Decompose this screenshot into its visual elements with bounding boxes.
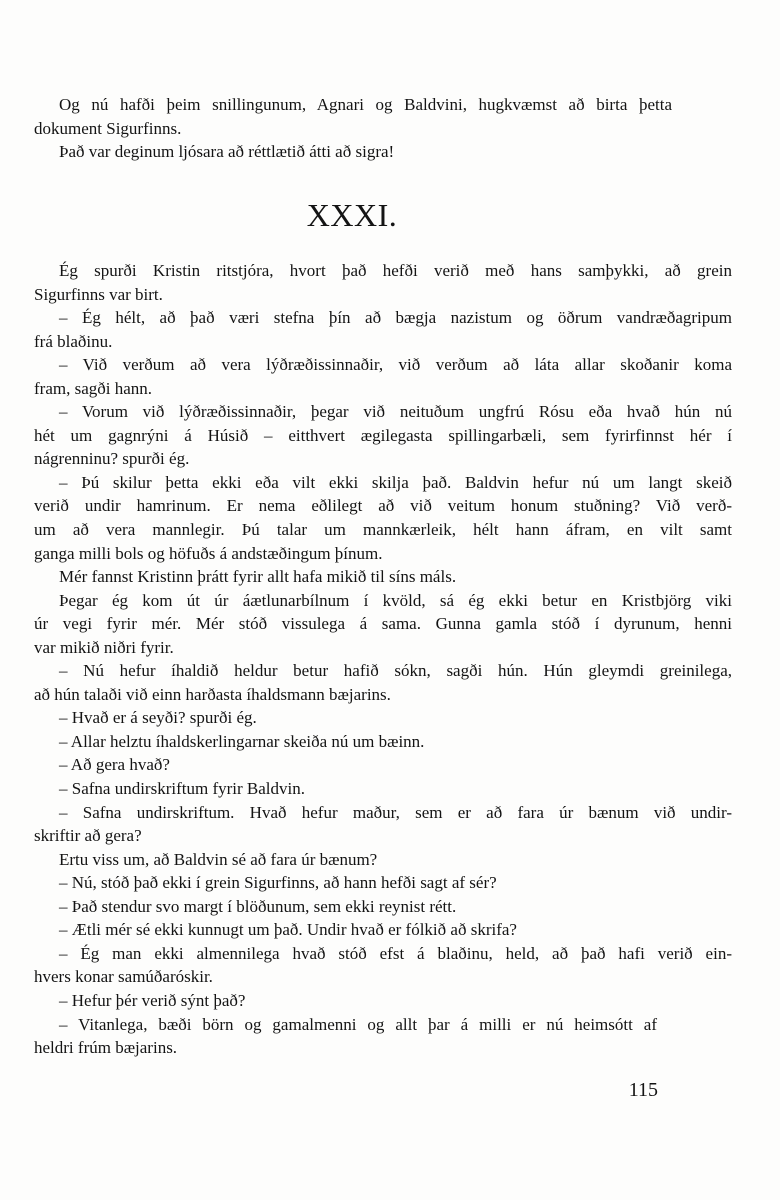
text-line: var mikið niðri fyrir. <box>34 637 174 657</box>
text-line: – Það stendur svo margt í blöðunum, sem ekki reynist rétt. <box>59 896 457 916</box>
text-line: Ég spurði Kristin ritstjóra, hvort það hefði verið með hans samþykki, að grein <box>59 261 732 280</box>
page-number: 115 <box>628 1079 658 1101</box>
text-line: – Að gera hvað? <box>59 755 170 775</box>
text-line: – Hefur þér verið sýnt það? <box>59 990 246 1010</box>
text-line: – Ég man ekki almennilega hvað stóð efst á blaðinu, held, að það hafi verið ein- <box>59 943 732 963</box>
paragraph <box>34 895 732 919</box>
paragraph <box>34 471 732 565</box>
text-line: Mér fannst Kristinn þrátt fyrir allt hafa mikið til síns máls. <box>59 567 457 587</box>
text-line: að hún talaði við einn harðasta íhaldsmann bæjarins. <box>34 684 391 704</box>
paragraph <box>34 801 732 848</box>
text-line: – Vitanlega, bæði börn og gamalmenni og allt þar á milli er nú heimsótt af <box>59 1014 657 1034</box>
text-line: fram, sagði hann. <box>34 378 153 398</box>
text-line: hét um gagnrýni á Húsið – eitthvert ægilegasta spillingarbæli, sem fyrirfinnst hér í <box>34 425 732 445</box>
paragraph <box>34 589 732 660</box>
paragraph <box>34 565 732 589</box>
text-line: Sigurfinns var birt. <box>34 284 163 304</box>
text-line: – Ætli mér sé ekki kunnugt um það. Undir hvað er fólkið að skrifa? <box>59 920 517 940</box>
paragraph <box>34 918 732 942</box>
text-line: frá blaðinu. <box>34 331 113 351</box>
paragraph <box>34 306 732 353</box>
text-line: – Safna undirskriftum. Hvað hefur maður, sem er að fara úr bænum við undir- <box>59 802 732 822</box>
paragraph <box>34 942 732 989</box>
text-line: skriftir að gera? <box>34 826 142 846</box>
text-line: – Vorum við lýðræðissinnaðir, þegar við neituðum ungfrú Rósu eða hvað hún nú <box>59 402 732 422</box>
text-line: nágrenninu? spurði ég. <box>34 449 190 469</box>
text-line: Ertu viss um, að Baldvin sé að fara úr bænum? <box>59 849 378 869</box>
text-line: – Allar helztu íhaldskerlingarnar skeiða nú um bæinn. <box>59 731 425 751</box>
text-line: – Nú, stóð það ekki í grein Sigurfinns, að hann hefði sagt af sér? <box>59 873 497 893</box>
text-line: – Ég hélt, að það væri stefna þín að bægja nazistum og öðrum vandræðagripum <box>59 308 732 328</box>
text-line: ganga milli bols og höfuðs á andstæðingum þínum. <box>34 543 383 563</box>
paragraph <box>34 1013 732 1060</box>
text-line: Það var deginum ljósara að réttlætið átti að sigra! <box>59 142 395 162</box>
text-line: dokument Sigurfinns. <box>34 118 182 138</box>
body-section <box>34 259 732 1060</box>
paragraph <box>34 400 732 471</box>
paragraph <box>34 659 732 706</box>
paragraph <box>34 353 732 400</box>
text-line: Þegar ég kom út úr áætlunarbílnum í kvöld, sá ég ekki betur en Kristbjörg viki <box>59 590 732 610</box>
text-line: Og nú hafði þeim snillingunum, Agnari og Baldvini, hugkvæmst að birta þetta <box>59 95 672 114</box>
text-line: – Hvað er á seyði? spurði ég. <box>59 708 257 728</box>
text-line: um að vera mannlegir. Þú talar um mannkærleik, hélt hann áfram, en vilt samt <box>34 520 732 540</box>
paragraph <box>34 777 732 801</box>
text-line: heldri frúm bæjarins. <box>34 1038 178 1058</box>
text-line: – Þú skilur þetta ekki eða vilt ekki skilja það. Baldvin hefur nú um langt skeið <box>59 472 732 492</box>
paragraph <box>34 93 732 140</box>
paragraph <box>34 706 732 730</box>
paragraph <box>34 730 732 754</box>
paragraph <box>34 140 732 164</box>
paragraph <box>34 848 732 872</box>
paragraph <box>34 989 732 1013</box>
paragraph <box>34 871 732 895</box>
text-line: hvers konar samúðaróskir. <box>34 967 213 987</box>
text-line: úr vegi fyrir mér. Mér stóð vissulega á sama. Gunna gamla stóð í dyrunum, henni <box>34 614 732 634</box>
text-line: – Safna undirskriftum fyrir Baldvin. <box>59 779 305 799</box>
text-line: – Nú hefur íhaldið heldur betur hafið sókn, sagði hún. Hún gleymdi greinilega, <box>59 661 732 681</box>
text-line: – Við verðum að vera lýðræðissinnaðir, við verðum að láta allar skoðanir koma <box>59 355 732 375</box>
paragraph <box>34 753 732 777</box>
intro-section <box>34 93 732 164</box>
chapter-heading: XXXI. <box>306 197 398 233</box>
paragraph <box>34 259 732 306</box>
text-line: verið undir hamrinum. Er nema eðlilegt að við veitum honum stuðning? Við verð- <box>34 496 732 516</box>
